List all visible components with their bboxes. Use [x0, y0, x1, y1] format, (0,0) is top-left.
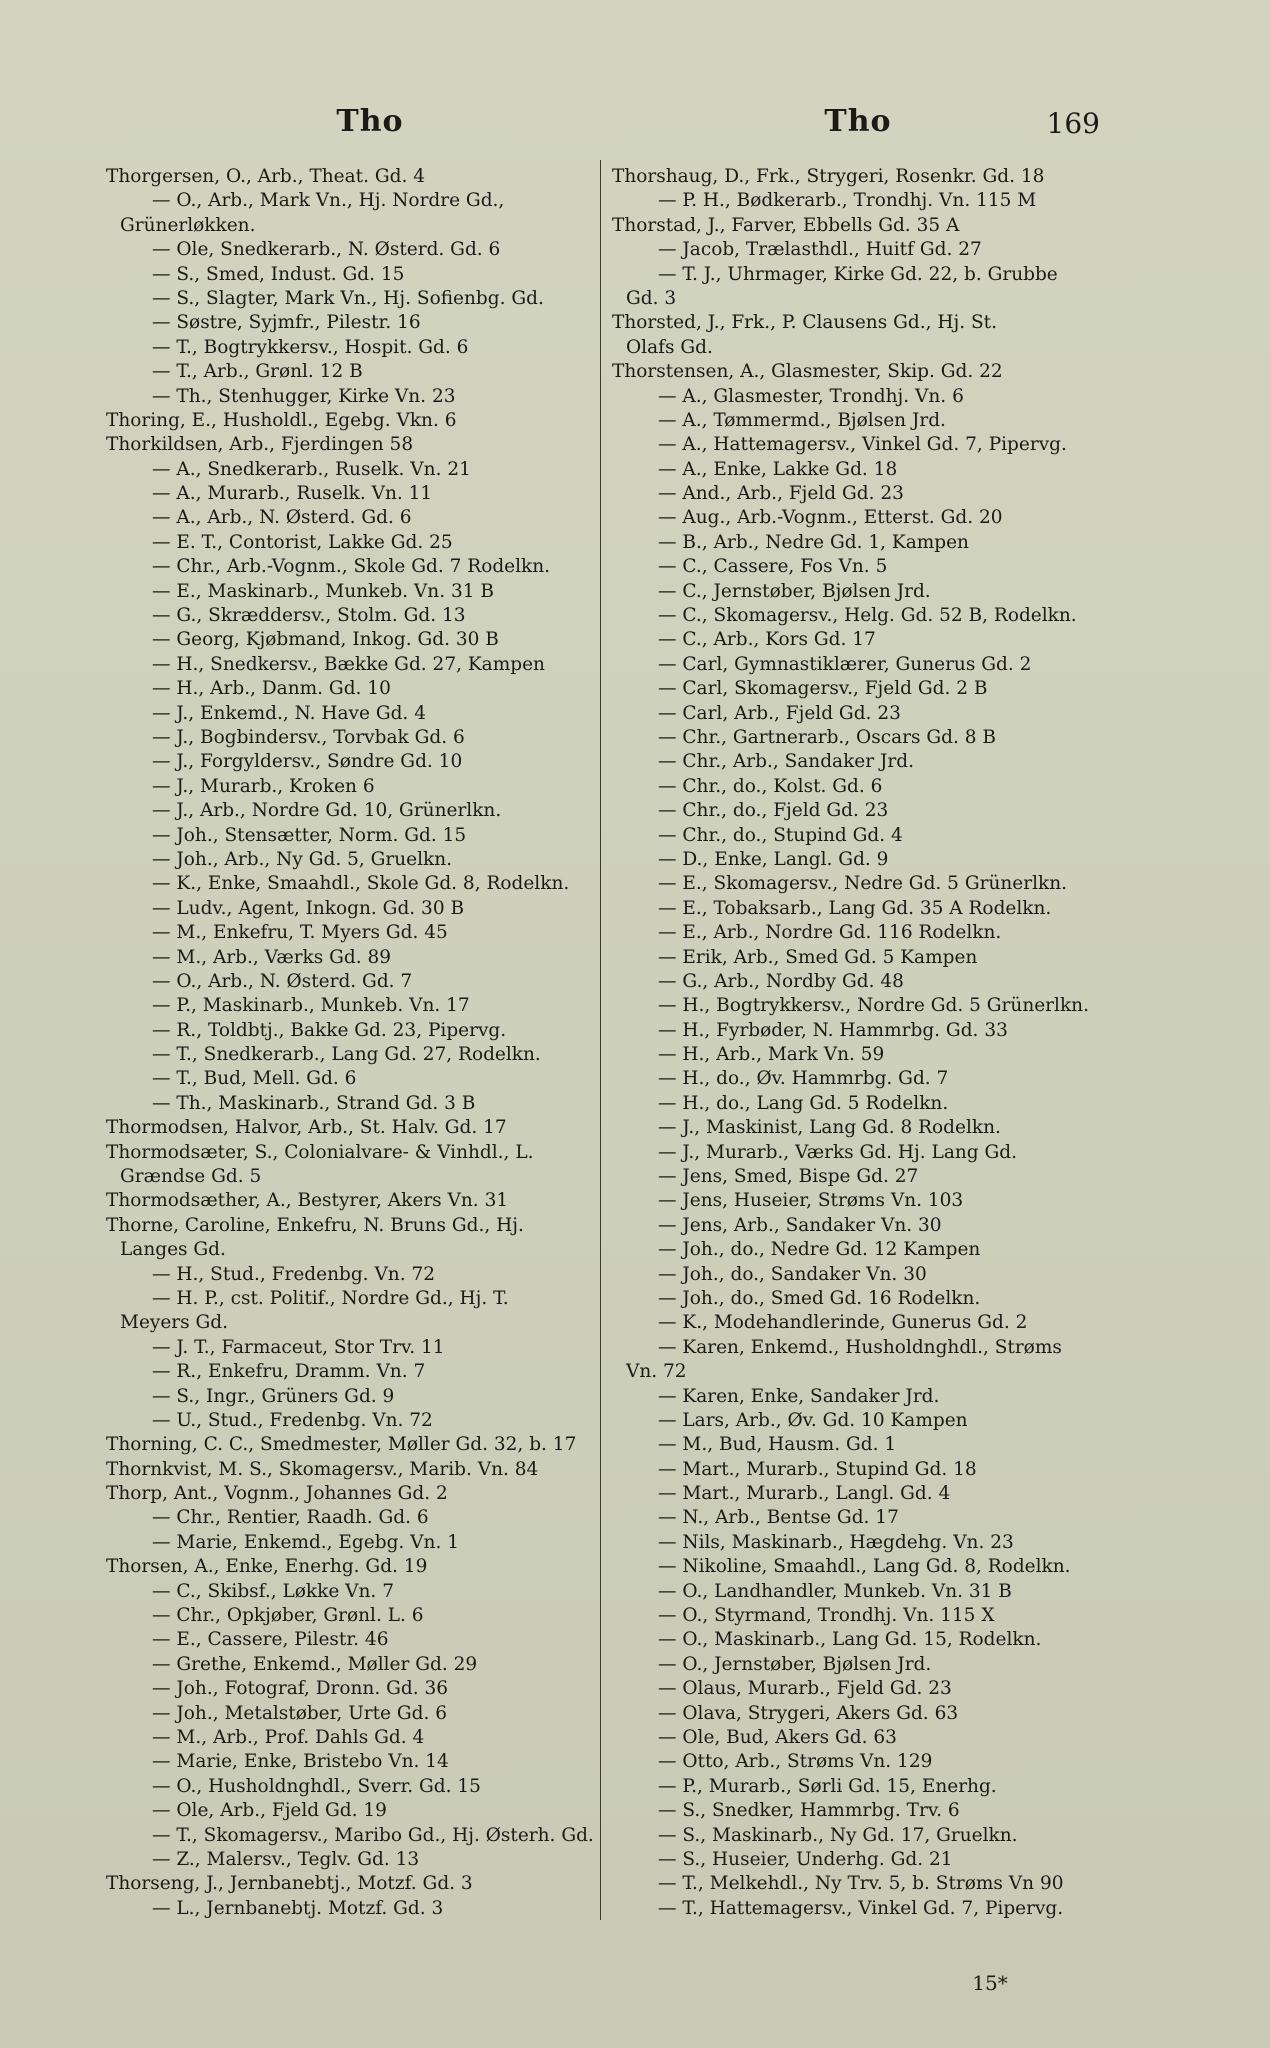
directory-entry: — Joh., Stensætter, Norm. Gd. 15: [152, 824, 467, 846]
directory-entry: — Ole, Bud, Akers Gd. 63: [658, 1727, 897, 1748]
directory-entry: — Georg, Kjøbmand, Inkog. Gd. 30 B: [152, 629, 499, 651]
directory-entry: — T., Bud, Mell. Gd. 6: [152, 1068, 357, 1090]
directory-entry: — P., Murarb., Sørli Gd. 15, Enerhg.: [658, 1775, 997, 1797]
directory-entry: — Søstre, Syjmfr., Pilestr. 16: [152, 312, 421, 334]
directory-entry: — Joh., Metalstøber, Urte Gd. 6: [152, 1702, 448, 1724]
directory-entry: — S., Snedker, Hammrbg. Trv. 6: [658, 1800, 960, 1822]
directory-entry: — P. H., Bødkerarb., Trondhj. Vn. 115 M: [658, 190, 1037, 212]
directory-entry: — J., Murarb., Værks Gd. Hj. Lang Gd.: [658, 1141, 1018, 1163]
directory-entry: — L., Jernbanebtj. Motzf. Gd. 3: [152, 1897, 444, 1919]
directory-entry: — Chr., do., Kolst. Gd. 6: [658, 775, 883, 797]
directory-entry: — Joh., do., Sandaker Vn. 30: [658, 1263, 927, 1285]
directory-entry: — Chr., do., Fjeld Gd. 23: [658, 800, 889, 822]
directory-entry: — H., Arb., Danm. Gd. 10: [152, 678, 391, 700]
directory-entry: — Jens, Huseier, Strøms Vn. 103: [658, 1190, 964, 1212]
directory-entry: — Lars, Arb., Øv. Gd. 10 Kampen: [658, 1409, 968, 1431]
directory-entry: — E., Skomagersv., Nedre Gd. 5 Grünerlkn.: [658, 873, 1067, 895]
directory-entry: — S., Ingr., Grüners Gd. 9: [152, 1385, 395, 1407]
directory-entry: — A., Murarb., Ruselk. Vn. 11: [152, 483, 433, 505]
directory-entry: — S., Smed, Indust. Gd. 15: [152, 263, 405, 285]
directory-entry: — J., Bogbindersv., Torvbak Gd. 6: [152, 726, 465, 748]
directory-entry: — Jens, Smed, Bispe Gd. 27: [658, 1166, 919, 1188]
directory-entry: — T., Bogtrykkersv., Hospit. Gd. 6: [152, 336, 469, 358]
directory-entry: — O., Husholdnghdl., Sverr. Gd. 15: [152, 1775, 481, 1797]
directory-entry: Gd. 3: [626, 287, 677, 309]
directory-entry: — Chr., Gartnerarb., Oscars Gd. 8 B: [658, 726, 996, 748]
directory-entry: — A., Tømmermd., Bjølsen Jrd.: [658, 409, 946, 431]
directory-entry: Thormodsæter, S., Colonialvare- & Vinhdl., L.: [106, 1141, 534, 1163]
directory-entry: — Ole, Arb., Fjeld Gd. 19: [152, 1800, 387, 1822]
directory-entry: — Nils, Maskinarb., Hægdehg. Vn. 23: [658, 1531, 1014, 1553]
directory-entry: — T., Skomagersv., Maribo Gd., Hj. Østerh. Gd.: [152, 1824, 594, 1846]
directory-entry: — A., Enke, Lakke Gd. 18: [658, 458, 898, 480]
left-running-head: Tho: [336, 104, 404, 139]
directory-entry: — O., Arb., Mark Vn., Hj. Nordre Gd.,: [152, 190, 505, 212]
directory-entry: — Ole, Snedkerarb., N. Østerd. Gd. 6: [152, 239, 501, 261]
directory-entry: — O., Maskinarb., Lang Gd. 15, Rodelkn.: [658, 1629, 1042, 1651]
directory-entry: — Chr., Arb., Sandaker Jrd.: [658, 751, 914, 773]
directory-entry: — B., Arb., Nedre Gd. 1, Kampen: [658, 531, 969, 553]
directory-entry: — C., Jernstøber, Bjølsen Jrd.: [658, 580, 931, 602]
directory-entry: — M., Enkefru, T. Myers Gd. 45: [152, 922, 448, 944]
directory-entry: — M., Arb., Prof. Dahls Gd. 4: [152, 1727, 425, 1748]
directory-entry: — S., Slagter, Mark Vn., Hj. Sofienbg. Gd.: [152, 287, 544, 309]
directory-entry: — Joh., do., Nedre Gd. 12 Kampen: [658, 1239, 981, 1261]
directory-entry: — K., Modehandlerinde, Gunerus Gd. 2: [658, 1312, 1028, 1334]
signature-mark: 15*: [972, 1971, 1008, 1995]
directory-entry: — Chr., Rentier, Raadh. Gd. 6: [152, 1507, 429, 1529]
directory-entry: Thoring, E., Husholdl., Egebg. Vkn. 6: [106, 409, 457, 431]
directory-entry: — J., Enkemd., N. Have Gd. 4: [152, 702, 426, 724]
directory-entry: — Carl, Arb., Fjeld Gd. 23: [658, 702, 901, 724]
directory-entry: Thormodsen, Halvor, Arb., St. Halv. Gd. 17: [106, 1117, 507, 1139]
directory-entry: — J., Arb., Nordre Gd. 10, Grünerlkn.: [152, 800, 502, 822]
directory-entry: — C., Arb., Kors Gd. 17: [658, 629, 876, 651]
directory-entry: Thorstensen, A., Glasmester, Skip. Gd. 22: [612, 361, 1003, 383]
directory-entry: Grændse Gd. 5: [120, 1166, 262, 1188]
directory-entry: — Joh., Arb., Ny Gd. 5, Gruelkn.: [152, 848, 453, 870]
directory-entry: — Mart., Murarb., Stupind Gd. 18: [658, 1458, 977, 1480]
directory-entry: Thorsen, A., Enke, Enerhg. Gd. 19: [106, 1556, 428, 1578]
directory-entry: Vn. 72: [626, 1361, 687, 1383]
directory-entry: — R., Enkefru, Dramm. Vn. 7: [152, 1361, 426, 1383]
directory-entry: — C., Cassere, Fos Vn. 5: [658, 556, 888, 578]
directory-entry: — R., Toldbtj., Bakke Gd. 23, Pipervg.: [152, 1019, 507, 1041]
directory-entry: — Erik, Arb., Smed Gd. 5 Kampen: [658, 946, 978, 968]
directory-entry: — Chr., do., Stupind Gd. 4: [658, 824, 903, 846]
directory-entry: — U., Stud., Fredenbg. Vn. 72: [152, 1409, 433, 1431]
directory-entry: — O., Landhandler, Munkeb. Vn. 31 B: [658, 1580, 1012, 1602]
directory-entry: Thorsted, J., Frk., P. Clausens Gd., Hj. St.: [612, 312, 997, 334]
directory-entry: Thornkvist, M. S., Skomagersv., Marib. Vn. 84: [106, 1458, 539, 1480]
directory-entry: — E., Cassere, Pilestr. 46: [152, 1629, 389, 1651]
directory-entry: — Joh., Fotograf, Dronn. Gd. 36: [152, 1678, 449, 1700]
directory-entry: — Th., Maskinarb., Strand Gd. 3 B: [152, 1092, 476, 1114]
directory-entry: — H., Snedkersv., Bække Gd. 27, Kampen: [152, 653, 545, 675]
directory-entry: — A., Arb., N. Østerd. Gd. 6: [152, 507, 412, 529]
right-column: [612, 165, 1104, 1921]
column-divider: [600, 160, 601, 1920]
directory-entry: Thorshaug, D., Frk., Strygeri, Rosenkr. Gd. 18: [612, 166, 1045, 187]
directory-entry: — C., Skibsf., Løkke Vn. 7: [152, 1580, 394, 1602]
directory-entry: Thormodsæther, A., Bestyrer, Akers Vn. 31: [106, 1190, 509, 1212]
directory-entry: — H., do., Lang Gd. 5 Rodelkn.: [658, 1092, 949, 1114]
directory-entry: — Olava, Strygeri, Akers Gd. 63: [658, 1702, 959, 1724]
directory-entry: — H., do., Øv. Hammrbg. Gd. 7: [658, 1068, 949, 1090]
directory-entry: — Grethe, Enkemd., Møller Gd. 29: [152, 1653, 478, 1675]
directory-entry: Olafs Gd.: [626, 336, 713, 358]
directory-entry: — E. T., Contorist, Lakke Gd. 25: [152, 531, 453, 553]
directory-entry: — T. J., Uhrmager, Kirke Gd. 22, b. Grubbe: [658, 263, 1058, 285]
directory-entry: Thorp, Ant., Vognm., Johannes Gd. 2: [106, 1483, 448, 1505]
directory-entry: — G., Arb., Nordby Gd. 48: [658, 970, 904, 992]
page-number: 169: [1046, 107, 1100, 140]
directory-entry: — H., Arb., Mark Vn. 59: [658, 1044, 885, 1066]
directory-entry: Grünerløkken.: [120, 214, 256, 236]
directory-entry: — A., Glasmester, Trondhj. Vn. 6: [658, 385, 964, 407]
directory-entry: Thorning, C. C., Smedmester, Møller Gd. 32, b. 17: [106, 1434, 577, 1456]
directory-entry: — Chr., Arb.-Vognm., Skole Gd. 7 Rodelkn.: [152, 556, 551, 578]
directory-entry: — E., Tobaksarb., Lang Gd. 35 A Rodelkn.: [658, 897, 1052, 919]
directory-entry: — Carl, Gymnastiklærer, Gunerus Gd. 2: [658, 653, 1032, 675]
directory-entry: Thorkildsen, Arb., Fjerdingen 58: [106, 434, 414, 456]
directory-entry: — Carl, Skomagersv., Fjeld Gd. 2 B: [658, 678, 988, 700]
directory-entry: Meyers Gd.: [120, 1312, 229, 1334]
directory-entry: — Th., Stenhugger, Kirke Vn. 23: [152, 385, 456, 407]
directory-entry: — G., Skræddersv., Stolm. Gd. 13: [152, 605, 466, 627]
directory-entry: — H., Stud., Fredenbg. Vn. 72: [152, 1263, 436, 1285]
directory-entry: — Jens, Arb., Sandaker Vn. 30: [658, 1214, 942, 1236]
directory-entry: — A., Snedkerarb., Ruselk. Vn. 21: [152, 458, 471, 480]
directory-entry: — And., Arb., Fjeld Gd. 23: [658, 483, 904, 505]
directory-entry: — T., Snedkerarb., Lang Gd. 27, Rodelkn.: [152, 1044, 541, 1066]
directory-entry: — Aug., Arb.-Vognm., Etterst. Gd. 20: [658, 507, 1003, 529]
directory-entry: — Z., Malersv., Teglv. Gd. 13: [152, 1848, 420, 1870]
directory-entry: — Karen, Enke, Sandaker Jrd.: [658, 1385, 940, 1407]
directory-entry: — H., Bogtrykkersv., Nordre Gd. 5 Grünerlkn.: [658, 995, 1089, 1017]
directory-entry: Thorne, Caroline, Enkefru, N. Bruns Gd., Hj.: [106, 1214, 524, 1236]
directory-entry: — K., Enke, Smaahdl., Skole Gd. 8, Rodelkn.: [152, 873, 570, 895]
directory-entry: — H. P., cst. Politif., Nordre Gd., Hj. T.: [152, 1287, 509, 1309]
directory-entry: — M., Bud, Hausm. Gd. 1: [658, 1434, 897, 1456]
directory-entry: — N., Arb., Bentse Gd. 17: [658, 1507, 899, 1529]
right-running-head: Tho: [824, 104, 892, 139]
directory-entry: — J. T., Farmaceut, Stor Trv. 11: [152, 1336, 445, 1358]
directory-entry: — Marie, Enkemd., Egebg. Vn. 1: [152, 1531, 459, 1553]
directory-entry: — M., Arb., Værks Gd. 89: [152, 946, 392, 968]
directory-entry: Thorseng, J., Jernbanebtj., Motzf. Gd. 3: [106, 1873, 473, 1895]
directory-entry: — T., Arb., Grønl. 12 B: [152, 361, 363, 383]
directory-entry: — Jacob, Trælasthdl., Huitf Gd. 27: [658, 239, 982, 261]
directory-entry: — Otto, Arb., Strøms Vn. 129: [658, 1751, 933, 1773]
directory-entry: — O., Styrmand, Trondhj. Vn. 115 X: [658, 1605, 995, 1627]
directory-entry: — Nikoline, Smaahdl., Lang Gd. 8, Rodelkn.: [658, 1556, 1071, 1578]
directory-entry: — O., Jernstøber, Bjølsen Jrd.: [658, 1653, 932, 1675]
directory-entry: — C., Skomagersv., Helg. Gd. 52 B, Rodelkn.: [658, 605, 1077, 627]
directory-entry: — A., Hattemagersv., Vinkel Gd. 7, Pipervg.: [658, 434, 1067, 456]
directory-entry: — T., Hattemagersv., Vinkel Gd. 7, Pipervg.: [658, 1897, 1064, 1919]
directory-entry: — Marie, Enke, Bristebo Vn. 14: [152, 1751, 449, 1773]
directory-entry: — D., Enke, Langl. Gd. 9: [658, 848, 889, 870]
directory-entry: — H., Fyrbøder, N. Hammrbg. Gd. 33: [658, 1019, 1008, 1041]
directory-entry: — S., Maskinarb., Ny Gd. 17, Gruelkn.: [658, 1824, 1018, 1846]
directory-entry: — Mart., Murarb., Langl. Gd. 4: [658, 1483, 951, 1505]
directory-entry: — E., Arb., Nordre Gd. 116 Rodelkn.: [658, 922, 1002, 944]
directory-entry: — J., Murarb., Kroken 6: [152, 775, 375, 797]
directory-entry: — Joh., do., Smed Gd. 16 Rodelkn.: [658, 1287, 981, 1309]
directory-entry: — Chr., Opkjøber, Grønl. L. 6: [152, 1605, 424, 1627]
left-column: [106, 165, 598, 1921]
directory-entry: — J., Forgyldersv., Søndre Gd. 10: [152, 751, 463, 773]
directory-entry: — T., Melkehdl., Ny Trv. 5, b. Strøms Vn 90: [658, 1873, 1064, 1895]
directory-entry: — Ludv., Agent, Inkogn. Gd. 30 B: [152, 897, 465, 919]
directory-entry: — E., Maskinarb., Munkeb. Vn. 31 B: [152, 580, 494, 602]
directory-entry: Thorstad, J., Farver, Ebbells Gd. 35 A: [612, 214, 960, 236]
directory-entry: — Olaus, Murarb., Fjeld Gd. 23: [658, 1678, 952, 1700]
directory-entry: Langes Gd.: [120, 1239, 226, 1261]
directory-entry: — P., Maskinarb., Munkeb. Vn. 17: [152, 995, 470, 1017]
directory-entry: — Karen, Enkemd., Husholdnghdl., Strøms: [658, 1336, 1062, 1358]
directory-entry: — S., Huseier, Underhg. Gd. 21: [658, 1848, 953, 1870]
directory-entry: — O., Arb., N. Østerd. Gd. 7: [152, 970, 413, 992]
directory-entry: Thorgersen, O., Arb., Theat. Gd. 4: [106, 166, 425, 187]
directory-entry: — J., Maskinist, Lang Gd. 8 Rodelkn.: [658, 1117, 1001, 1139]
